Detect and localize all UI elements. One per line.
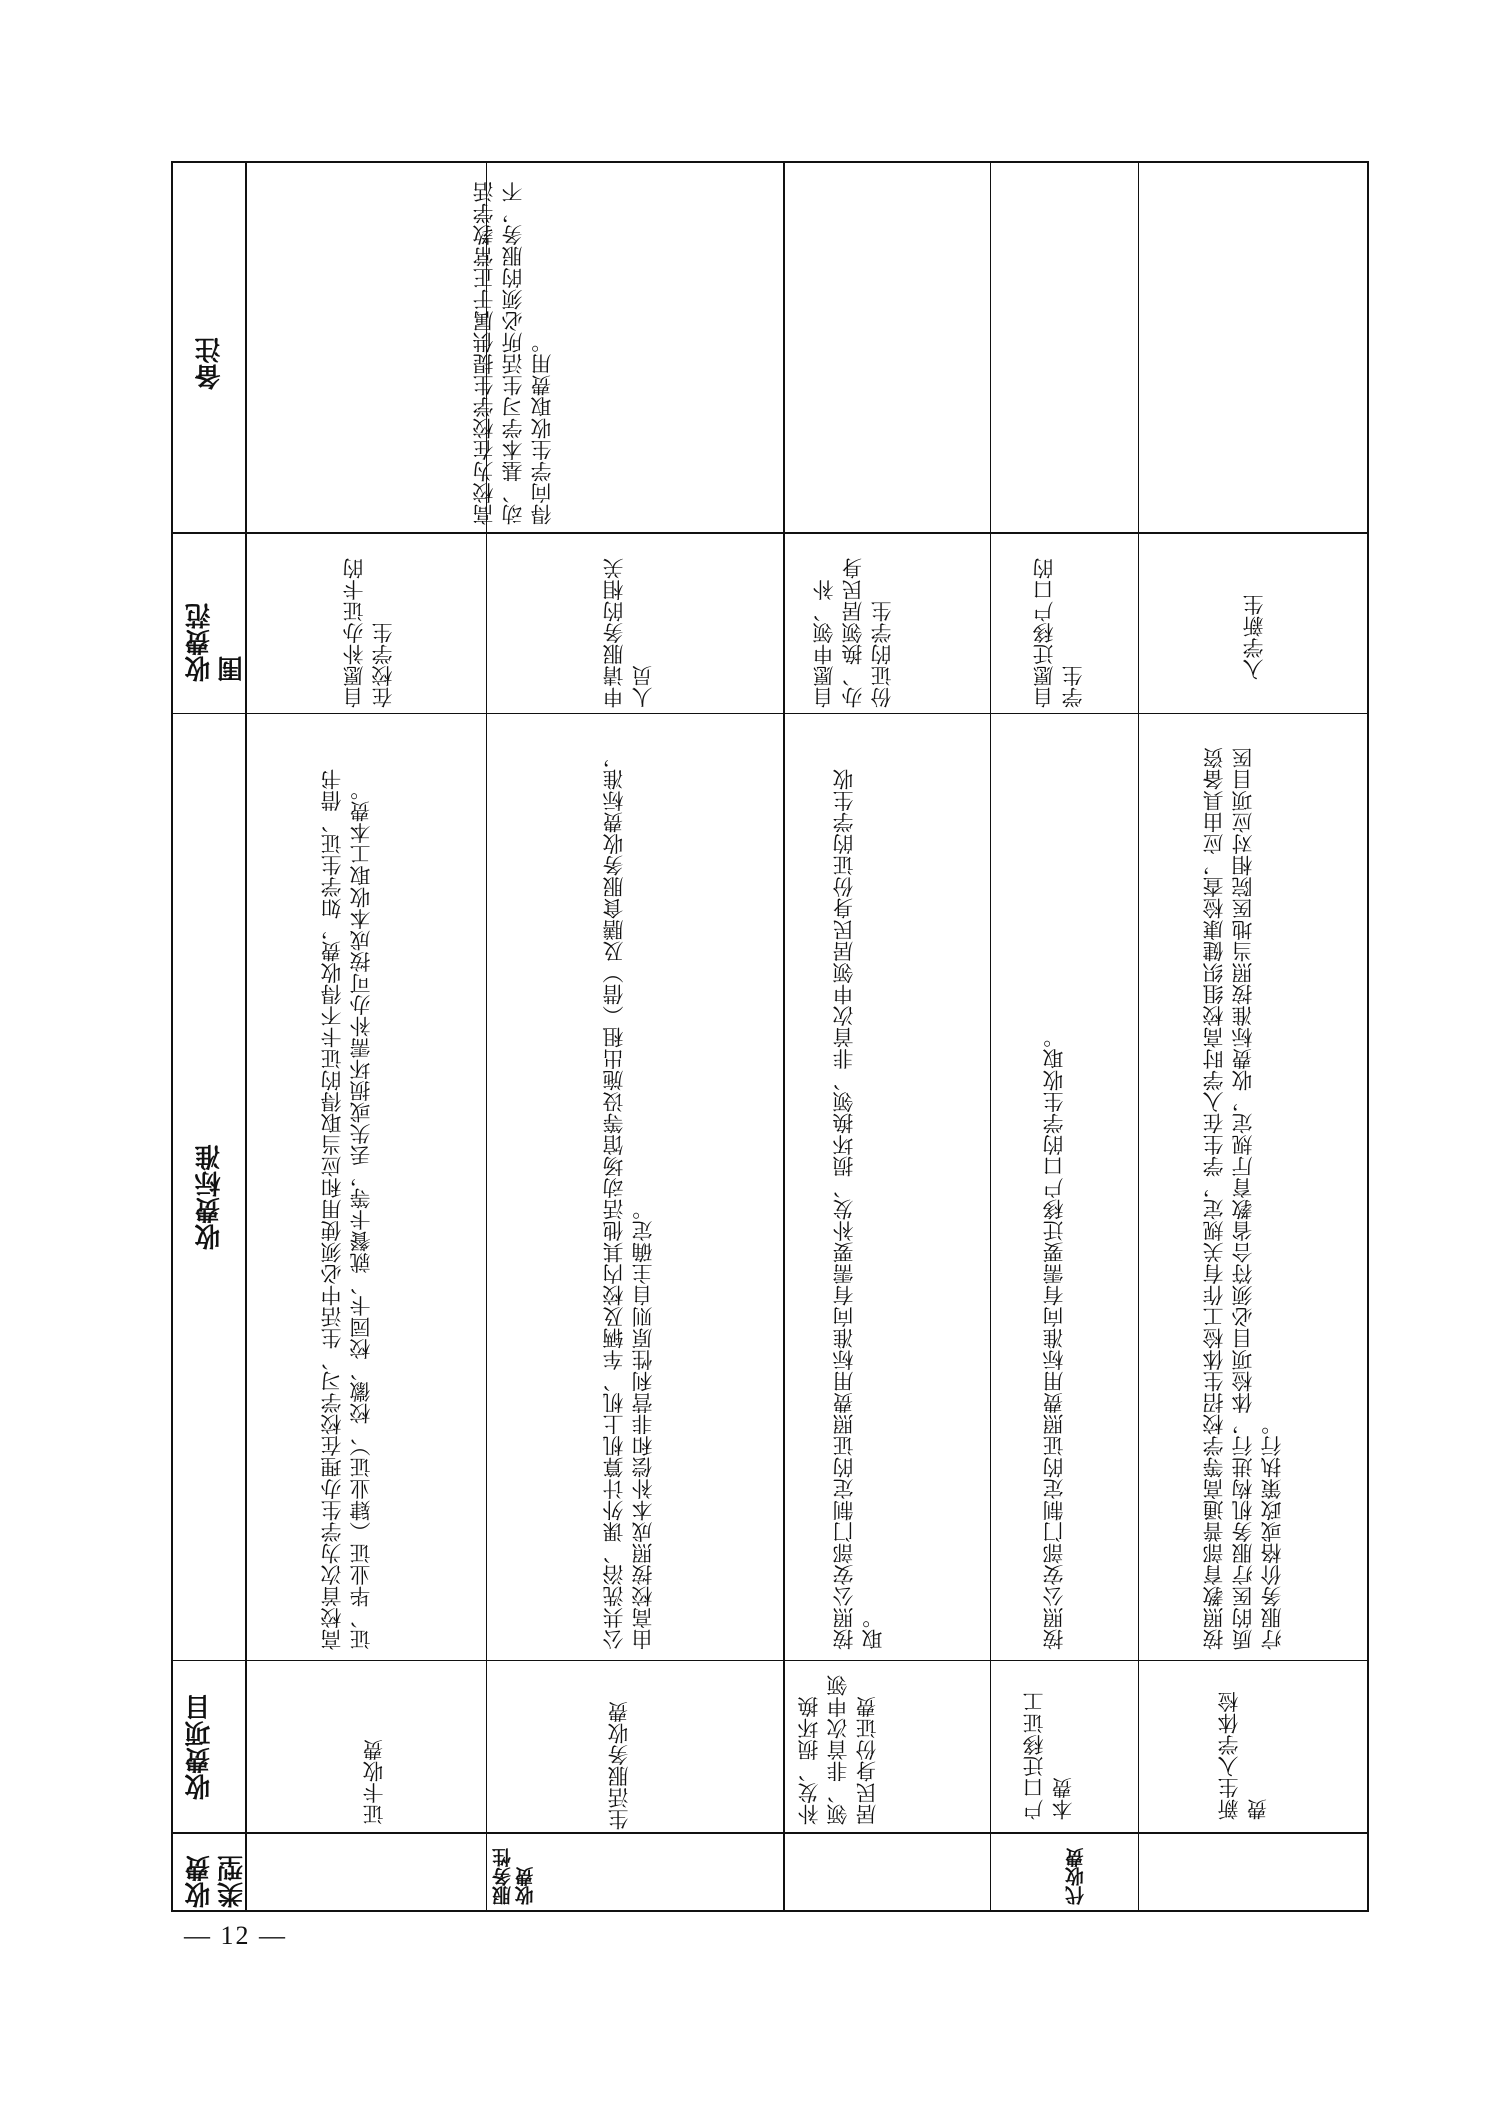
- row-scope: 自愿补办证卡的在校学生: [342, 557, 395, 708]
- divider: [171, 1832, 1369, 1834]
- note-service: 高校为在校学生提供属于正常教学活动、基本学习生活所必须的服务，不得向学生收取费用。: [472, 181, 554, 525]
- category-agency: 代收费: [1065, 1848, 1087, 1905]
- divider: [171, 1660, 1369, 1661]
- row-standard: 公共洗浴、课外计算机上机、车辆及校内其他活动场馆等设施出租（借）及膳食服务收费标准，由高校按照成本补偿和非营利性原则自主确定。: [602, 747, 655, 1650]
- header-scope: 收费范围: [185, 602, 248, 682]
- header-item: 收费项目: [185, 1694, 215, 1800]
- row-item: 户口迁移证工本费: [1022, 1691, 1075, 1820]
- row-item: 新生入学体检费: [1217, 1691, 1270, 1820]
- category-service: 服务性收费: [492, 1848, 537, 1905]
- row-scope: 入学新生: [1242, 594, 1266, 680]
- divider: [171, 532, 1369, 534]
- divider: [1138, 161, 1139, 1912]
- header-note: 备注: [195, 337, 225, 390]
- row-item: 生活服务收费: [607, 1701, 631, 1830]
- row-item: 补发、损坏换领、非首次申领居民身份证费: [797, 1674, 879, 1825]
- header-type: 收费类型: [185, 1855, 248, 1908]
- row-scope: 自愿申领、补办、换领居民身份证的学生: [812, 557, 894, 708]
- row-item: 证卡收费: [362, 1739, 386, 1825]
- row-standard: 按照公安部门制定的证照费用标准向有需要迁移户口的学生收取。: [1042, 1026, 1066, 1650]
- divider: [245, 161, 247, 1912]
- divider: [171, 713, 1369, 714]
- row-scope: 申请服务的相关人员: [602, 557, 655, 708]
- row-standard: 高校首次为学生办理在校学习、生活中必须使用和应当取得的证卡不得收费，如学生证、借书证、毕业证（肄业证）、校徽、校园卡、就餐卡等，丢失或损坏需补办可按成本收取工本费。: [320, 768, 373, 1650]
- divider: [990, 161, 991, 1912]
- header-standard: 收费标准: [195, 1144, 225, 1250]
- row-standard: 按照公安部门制定的证照费用标准向有需要补发、损坏换领、非首次申领居民身份证的学生收取。: [832, 768, 885, 1650]
- page-number: — 12 —: [184, 1921, 287, 1950]
- row-standard: 按照教育部普通高等学校招生体检工作有关规定，学生在入学时高校组织健康检查，应由具备资质的医疗服务机构进行，体检项目必须符合省教育厅规定，收费标准按照当地医院相对应项目医疗服务价格或政策执行。: [1202, 747, 1284, 1650]
- divider: [783, 161, 785, 1912]
- row-scope: 自愿迁移户口的学生: [1032, 557, 1085, 708]
